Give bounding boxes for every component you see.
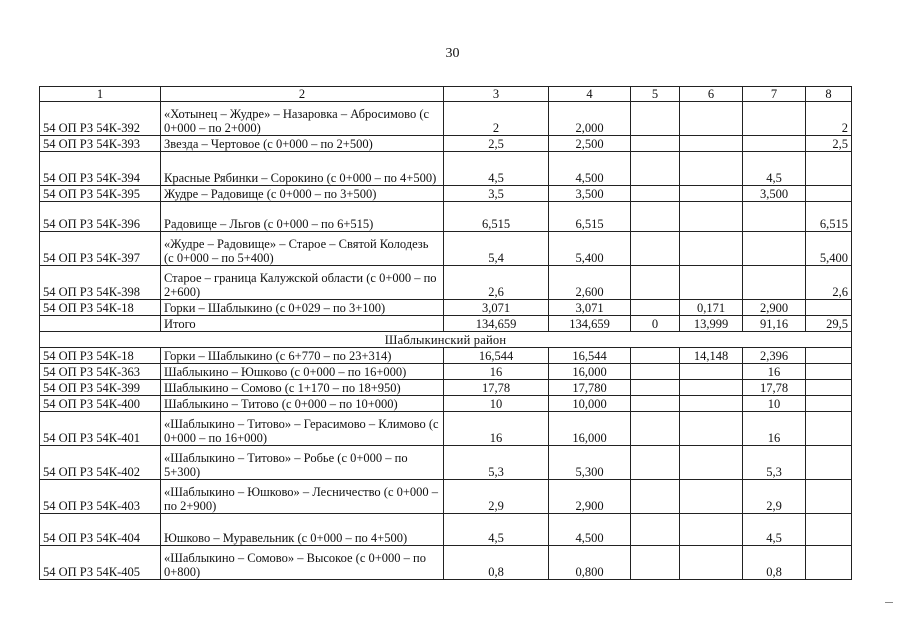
column-6-cell [680,152,743,186]
column-7-cell: 91,16 [743,316,806,332]
table-row [40,316,852,332]
length-precise-cell: 5,400 [549,232,631,266]
road-name-cell: Горки – Шаблыкино (с 6+770 – по 23+314) [161,348,444,364]
roads-table [39,86,852,580]
column-6-cell [680,380,743,396]
road-code-cell: 54 ОП РЗ 54К-18 [40,348,161,364]
length-precise-cell: 2,000 [549,102,631,136]
road-name-cell: «Шаблыкино – Титово» – Робье (с 0+000 – по 5+300) [161,446,444,480]
column-8-cell [806,514,852,546]
header-cell-7: 7 [743,87,806,102]
length-precise-cell: 10,000 [549,396,631,412]
length-total-cell: 2,5 [444,136,549,152]
length-total-cell: 4,5 [444,152,549,186]
column-7-cell [743,232,806,266]
column-7-cell: 2,396 [743,348,806,364]
road-name-cell: «Жудре – Радовище» – Старое – Святой Колодезь (с 0+000 – по 5+400) [161,232,444,266]
road-code-cell: 54 ОП РЗ 54К-392 [40,102,161,136]
road-name-cell: «Шаблыкино – Титово» – Герасимово – Климово (с 0+000 – по 16+000) [161,412,444,446]
road-name-cell: Горки – Шаблыкино (с 0+029 – по 3+100) [161,300,444,316]
length-total-cell: 2,9 [444,480,549,514]
header-cell-4: 4 [549,87,631,102]
table-row [40,480,852,514]
road-name-cell: Юшково – Муравельник (с 0+000 – по 4+500) [161,514,444,546]
table-row [40,186,852,202]
road-code-cell: 54 ОП РЗ 54К-405 [40,546,161,580]
road-code-cell: 54 ОП РЗ 54К-363 [40,364,161,380]
length-precise-cell: 16,000 [549,412,631,446]
length-total-cell: 10 [444,396,549,412]
column-8-cell [806,480,852,514]
length-total-cell: 3,071 [444,300,549,316]
road-code-cell: 54 ОП РЗ 54К-402 [40,446,161,480]
table-row [40,364,852,380]
column-5-cell: 0 [631,316,680,332]
road-code-cell [40,316,161,332]
road-name-cell: «Шаблыкино – Юшково» – Лесничество (с 0+000 – по 2+900) [161,480,444,514]
length-total-cell: 5,3 [444,446,549,480]
length-precise-cell: 2,500 [549,136,631,152]
column-7-cell [743,136,806,152]
table-row [40,102,852,136]
road-code-cell: 54 ОП РЗ 54К-394 [40,152,161,186]
column-6-cell [680,412,743,446]
column-6-cell [680,232,743,266]
road-code-cell: 54 ОП РЗ 54К-395 [40,186,161,202]
length-precise-cell: 2,900 [549,480,631,514]
length-precise-cell: 0,800 [549,546,631,580]
column-5-cell [631,102,680,136]
column-5-cell [631,412,680,446]
column-5-cell [631,364,680,380]
column-8-cell: 6,515 [806,202,852,232]
column-5-cell [631,266,680,300]
length-total-cell: 16 [444,364,549,380]
column-6-cell: 13,999 [680,316,743,332]
length-precise-cell: 5,300 [549,446,631,480]
length-total-cell: 2 [444,102,549,136]
road-code-cell: 54 ОП РЗ 54К-396 [40,202,161,232]
column-8-cell [806,396,852,412]
length-total-cell: 16 [444,412,549,446]
length-precise-cell: 134,659 [549,316,631,332]
column-8-cell: 2,6 [806,266,852,300]
length-precise-cell: 16,000 [549,364,631,380]
column-6-cell [680,396,743,412]
column-5-cell [631,152,680,186]
length-precise-cell: 6,515 [549,202,631,232]
column-6-cell [680,102,743,136]
road-code-cell: 54 ОП РЗ 54К-400 [40,396,161,412]
column-7-cell: 2,9 [743,480,806,514]
header-cell-6: 6 [680,87,743,102]
table-row [40,136,852,152]
length-total-cell: 3,5 [444,186,549,202]
column-7-cell: 4,5 [743,152,806,186]
length-precise-cell: 4,500 [549,514,631,546]
column-6-cell [680,446,743,480]
length-precise-cell: 16,544 [549,348,631,364]
column-5-cell [631,446,680,480]
road-name-cell: Шаблыкино – Юшково (с 0+000 – по 16+000) [161,364,444,380]
table-row [40,514,852,546]
column-6-cell [680,266,743,300]
header-cell-8: 8 [806,87,852,102]
header-row [40,87,852,102]
column-7-cell: 17,78 [743,380,806,396]
table-row [40,152,852,186]
table-row [40,380,852,396]
header-cell-1: 1 [40,87,161,102]
column-8-cell [806,152,852,186]
road-name-cell: Радовище – Льгов (с 0+000 – по 6+515) [161,202,444,232]
column-7-cell: 0,8 [743,546,806,580]
length-total-cell: 16,544 [444,348,549,364]
column-6-cell [680,546,743,580]
column-6-cell [680,136,743,152]
column-7-cell: 10 [743,396,806,412]
length-precise-cell: 3,071 [549,300,631,316]
column-8-cell [806,380,852,396]
header-cell-5: 5 [631,87,680,102]
column-5-cell [631,514,680,546]
column-5-cell [631,480,680,514]
road-name-cell: Шаблыкино – Титово (с 0+000 – по 10+000) [161,396,444,412]
column-6-cell [680,202,743,232]
length-total-cell: 0,8 [444,546,549,580]
table-row [40,396,852,412]
length-total-cell: 17,78 [444,380,549,396]
scan-artifact [885,602,893,603]
road-name-cell: Старое – граница Калужской области (с 0+000 – по 2+600) [161,266,444,300]
table-row [40,300,852,316]
road-code-cell: 54 ОП РЗ 54К-18 [40,300,161,316]
column-6-cell: 14,148 [680,348,743,364]
length-precise-cell: 2,600 [549,266,631,300]
table-row [40,546,852,580]
column-8-cell [806,446,852,480]
column-7-cell: 5,3 [743,446,806,480]
column-8-cell: 29,5 [806,316,852,332]
column-5-cell [631,232,680,266]
column-6-cell [680,514,743,546]
road-name-cell: Звезда – Чертовое (с 0+000 – по 2+500) [161,136,444,152]
column-5-cell [631,380,680,396]
column-6-cell [680,186,743,202]
column-7-cell: 2,900 [743,300,806,316]
length-total-cell: 134,659 [444,316,549,332]
column-7-cell: 4,5 [743,514,806,546]
length-precise-cell: 17,780 [549,380,631,396]
column-5-cell [631,396,680,412]
length-total-cell: 2,6 [444,266,549,300]
header-cell-3: 3 [444,87,549,102]
road-name-cell: «Шаблыкино – Сомово» – Высокое (с 0+000 – по 0+800) [161,546,444,580]
column-8-cell [806,186,852,202]
column-7-cell [743,266,806,300]
table-row [40,232,852,266]
column-6-cell: 0,171 [680,300,743,316]
length-total-cell: 6,515 [444,202,549,232]
column-6-cell [680,480,743,514]
column-7-cell [743,202,806,232]
section-title: Шаблыкинский район [40,332,852,348]
table-row [40,266,852,300]
column-5-cell [631,300,680,316]
header-cell-2: 2 [161,87,444,102]
column-6-cell [680,364,743,380]
column-7-cell: 16 [743,364,806,380]
road-name-cell: Итого [161,316,444,332]
table-row [40,412,852,446]
column-5-cell [631,136,680,152]
column-8-cell: 2 [806,102,852,136]
table-row [40,348,852,364]
column-8-cell [806,546,852,580]
column-5-cell [631,348,680,364]
road-code-cell: 54 ОП РЗ 54К-398 [40,266,161,300]
length-precise-cell: 4,500 [549,152,631,186]
road-name-cell: «Хотынец – Жудре» – Назаровка – Абросимово (с 0+000 – по 2+000) [161,102,444,136]
road-code-cell: 54 ОП РЗ 54К-403 [40,480,161,514]
section-row [40,332,852,348]
page-number: 30 [445,46,460,61]
column-8-cell [806,412,852,446]
road-code-cell: 54 ОП РЗ 54К-399 [40,380,161,396]
column-5-cell [631,546,680,580]
table-row [40,202,852,232]
table-row [40,446,852,480]
length-total-cell: 5,4 [444,232,549,266]
column-5-cell [631,202,680,232]
column-8-cell [806,348,852,364]
road-code-cell: 54 ОП РЗ 54К-401 [40,412,161,446]
column-8-cell [806,364,852,380]
road-code-cell: 54 ОП РЗ 54К-404 [40,514,161,546]
column-8-cell: 5,400 [806,232,852,266]
length-precise-cell: 3,500 [549,186,631,202]
column-8-cell: 2,5 [806,136,852,152]
road-code-cell: 54 ОП РЗ 54К-397 [40,232,161,266]
road-code-cell: 54 ОП РЗ 54К-393 [40,136,161,152]
column-7-cell: 16 [743,412,806,446]
column-8-cell [806,300,852,316]
column-5-cell [631,186,680,202]
road-name-cell: Жудре – Радовище (с 0+000 – по 3+500) [161,186,444,202]
column-7-cell: 3,500 [743,186,806,202]
road-name-cell: Красные Рябинки – Сорокино (с 0+000 – по 4+500) [161,152,444,186]
length-total-cell: 4,5 [444,514,549,546]
column-7-cell [743,102,806,136]
road-name-cell: Шаблыкино – Сомово (с 1+170 – по 18+950) [161,380,444,396]
